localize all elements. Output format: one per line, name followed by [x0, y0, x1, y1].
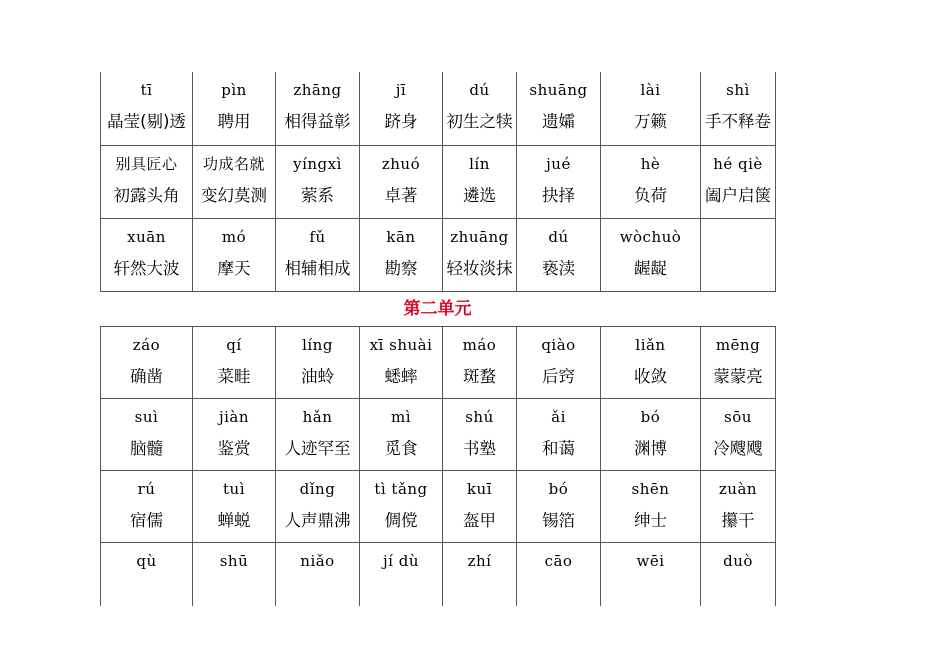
vocab-cell	[193, 218, 276, 291]
word-text: 遗孀	[542, 112, 575, 131]
pinyin-text: jí dù	[383, 552, 419, 570]
vocab-cell	[101, 471, 193, 543]
pinyin-text: zhí	[467, 552, 492, 570]
word-text: 卓著	[384, 185, 418, 205]
vocab-cell	[701, 145, 776, 218]
vocab-cell	[443, 327, 517, 399]
vocab-cell	[517, 218, 601, 291]
word-text: 菜畦	[217, 367, 251, 386]
vocab-cell	[193, 145, 276, 218]
pinyin-text: xī shuài	[369, 336, 433, 354]
pinyin-text: 别具匠心	[115, 154, 178, 173]
word-text: 脑髓	[130, 439, 163, 458]
word-text: 手不释卷	[705, 112, 771, 131]
vocab-cell	[101, 218, 193, 291]
vocab-cell	[360, 399, 443, 471]
pinyin-text: mì	[390, 408, 412, 426]
vocab-cell	[601, 327, 701, 399]
pinyin-text: yíngxì	[293, 154, 342, 173]
pinyin-text: qiào	[541, 336, 576, 354]
pinyin-text: duò	[723, 552, 753, 570]
word-text: 鉴赏	[217, 439, 251, 458]
vocab-cell	[276, 72, 360, 145]
vocab-cell	[276, 399, 360, 471]
pinyin-text: tì tǎng	[374, 480, 428, 498]
pinyin-text: máo	[462, 336, 497, 354]
word-text: 倜傥	[384, 511, 418, 530]
word-text: 亵渎	[542, 258, 575, 278]
pinyin-text: shuāng	[529, 81, 588, 99]
word-text: 蟋蟀	[384, 367, 418, 386]
pinyin-text: wēi	[636, 552, 665, 570]
word-text: 遴选	[463, 185, 496, 205]
pinyin-text: záo	[132, 336, 161, 354]
vocab-cell	[601, 543, 701, 607]
vocab-cell	[360, 543, 443, 607]
pinyin-text: hé qiè	[713, 154, 763, 173]
vocab-cell	[276, 327, 360, 399]
pinyin-text: ǎi	[551, 408, 566, 426]
unit2-title: 第二单元	[403, 299, 472, 319]
vocab-cell	[601, 145, 701, 218]
table-row	[101, 145, 776, 218]
vocab-cell	[517, 399, 601, 471]
pinyin-text: qù	[136, 552, 157, 570]
pinyin-text: dǐng	[299, 480, 336, 498]
word-text: 蝉蜕	[217, 511, 251, 530]
word-text: 负荷	[634, 185, 667, 205]
pinyin-text: mēng	[715, 336, 761, 354]
word-text: 后窍	[542, 367, 575, 386]
pinyin-text: jī	[395, 81, 407, 99]
pinyin-text: bó	[548, 480, 569, 498]
pinyin-text: rú	[137, 480, 156, 498]
word-text: 收敛	[634, 367, 667, 386]
word-text: 初露头角	[113, 185, 180, 205]
vocab-cell	[701, 218, 776, 291]
word-text: 蒙蒙亮	[713, 367, 763, 386]
pinyin-text: líng	[302, 336, 333, 354]
word-text: 觅食	[384, 439, 418, 458]
pinyin-text: zhāng	[293, 81, 342, 99]
vocab-cell	[360, 218, 443, 291]
word-text: 晶莹(剔)透	[107, 112, 186, 131]
vocab-cell	[101, 327, 193, 399]
pinyin-text: jué	[546, 154, 571, 173]
pinyin-text: kān	[386, 227, 416, 246]
vocab-cell	[193, 543, 276, 607]
word-text: 盔甲	[463, 511, 496, 530]
vocab-cell	[701, 399, 776, 471]
word-text: 绅士	[634, 511, 667, 530]
vocab-cell	[101, 72, 193, 145]
word-text: 锡箔	[542, 511, 575, 530]
pinyin-text: liǎn	[635, 336, 666, 354]
vocab-cell	[601, 399, 701, 471]
pinyin-text: xuān	[127, 227, 166, 246]
vocab-cell	[101, 399, 193, 471]
vocab-cell	[443, 218, 517, 291]
vocab-cell	[276, 145, 360, 218]
table-row	[101, 72, 776, 145]
pinyin-text: zhuó	[381, 154, 421, 173]
word-text: 跻身	[384, 112, 418, 131]
word-text: 斑蝥	[463, 367, 496, 386]
pinyin-text: shì	[726, 81, 750, 99]
pinyin-text: kuī	[466, 480, 493, 498]
word-text: 和蔼	[542, 439, 575, 458]
pinyin-text: tuì	[223, 480, 245, 498]
pinyin-text: mó	[221, 227, 247, 246]
pinyin-text: suì	[134, 408, 159, 426]
word-text: 轩然大波	[113, 258, 180, 278]
pinyin-text: cāo	[544, 552, 573, 570]
word-text: 阖户启箧	[705, 185, 771, 205]
table-row	[101, 471, 776, 543]
pinyin-text: zhuāng	[450, 227, 509, 246]
word-text: 确凿	[130, 367, 163, 386]
vocab-cell	[701, 327, 776, 399]
vocab-cell	[276, 543, 360, 607]
vocab-cell	[193, 327, 276, 399]
pinyin-text: qí	[226, 336, 242, 354]
pinyin-text: fǔ	[309, 227, 326, 246]
word-text: 万籁	[634, 112, 667, 131]
pinyin-text: pìn	[221, 81, 247, 99]
word-text: 摩天	[217, 258, 251, 278]
vocab-cell	[193, 399, 276, 471]
word-text: 轻妆淡抹	[446, 258, 513, 278]
table-row	[101, 218, 776, 291]
vocab-cell	[360, 327, 443, 399]
unit2-vocab-table	[100, 326, 776, 606]
pinyin-text: dú	[548, 227, 569, 246]
vocab-cell	[360, 471, 443, 543]
unit1-vocab-table	[100, 72, 776, 292]
word-text: 抉择	[542, 185, 575, 205]
word-text: 相辅相成	[284, 258, 351, 278]
word-text: 宿儒	[130, 511, 163, 530]
pinyin-text: hǎn	[302, 408, 333, 426]
pinyin-text: 功成名就	[202, 154, 265, 173]
vocab-cell	[701, 543, 776, 607]
vocab-cell	[601, 471, 701, 543]
vocab-cell	[601, 218, 701, 291]
vocab-cell	[601, 72, 701, 145]
word-text: 冷飕飕	[713, 439, 763, 458]
vocab-cell	[276, 218, 360, 291]
pinyin-text: tī	[140, 81, 153, 99]
word-text: 渊博	[634, 439, 667, 458]
word-text: 人迹罕至	[284, 439, 351, 458]
word-text: 相得益彰	[284, 112, 351, 131]
word-text: 攥干	[721, 511, 755, 530]
pinyin-text: wòchuò	[619, 227, 682, 246]
word-text: 龌龊	[634, 258, 667, 278]
vocab-cell	[517, 145, 601, 218]
table-row	[101, 399, 776, 471]
pinyin-text: bó	[640, 408, 661, 426]
pinyin-text: jiàn	[218, 408, 250, 426]
vocab-cell	[701, 471, 776, 543]
pinyin-text: lín	[469, 154, 490, 173]
pinyin-text: shū	[219, 552, 249, 570]
vocab-cell	[101, 543, 193, 607]
pinyin-text: niǎo	[300, 552, 335, 570]
pinyin-text: zuàn	[718, 480, 758, 498]
word-text: 聘用	[217, 112, 251, 131]
vocab-cell	[276, 471, 360, 543]
vocab-cell	[701, 72, 776, 145]
vocab-cell	[101, 145, 193, 218]
vocab-cell	[517, 72, 601, 145]
pinyin-text: shú	[465, 408, 494, 426]
pinyin-text: dú	[469, 81, 490, 99]
word-text: 人声鼎沸	[284, 511, 351, 530]
pinyin-text: sōu	[724, 408, 752, 426]
word-text: 变幻莫测	[201, 185, 267, 205]
vocab-cell	[443, 471, 517, 543]
vocab-cell	[193, 72, 276, 145]
table-row	[101, 543, 776, 607]
word-text: 萦系	[301, 185, 334, 205]
vocab-cell	[443, 72, 517, 145]
vocab-cell	[517, 471, 601, 543]
vocab-cell	[443, 399, 517, 471]
vocab-cell	[360, 145, 443, 218]
vocab-cell	[443, 543, 517, 607]
pinyin-text: shēn	[631, 480, 670, 498]
table-row	[101, 327, 776, 399]
vocab-cell	[443, 145, 517, 218]
vocab-cell	[517, 543, 601, 607]
word-text: 勘察	[384, 258, 418, 278]
vocab-cell	[360, 72, 443, 145]
vocab-cell	[517, 327, 601, 399]
pinyin-text: lài	[640, 81, 661, 99]
word-text: 油蛉	[301, 367, 334, 386]
vocab-cell	[193, 471, 276, 543]
pinyin-text: hè	[640, 154, 661, 173]
word-text: 书塾	[463, 439, 496, 458]
word-text: 初生之犊	[446, 112, 513, 131]
